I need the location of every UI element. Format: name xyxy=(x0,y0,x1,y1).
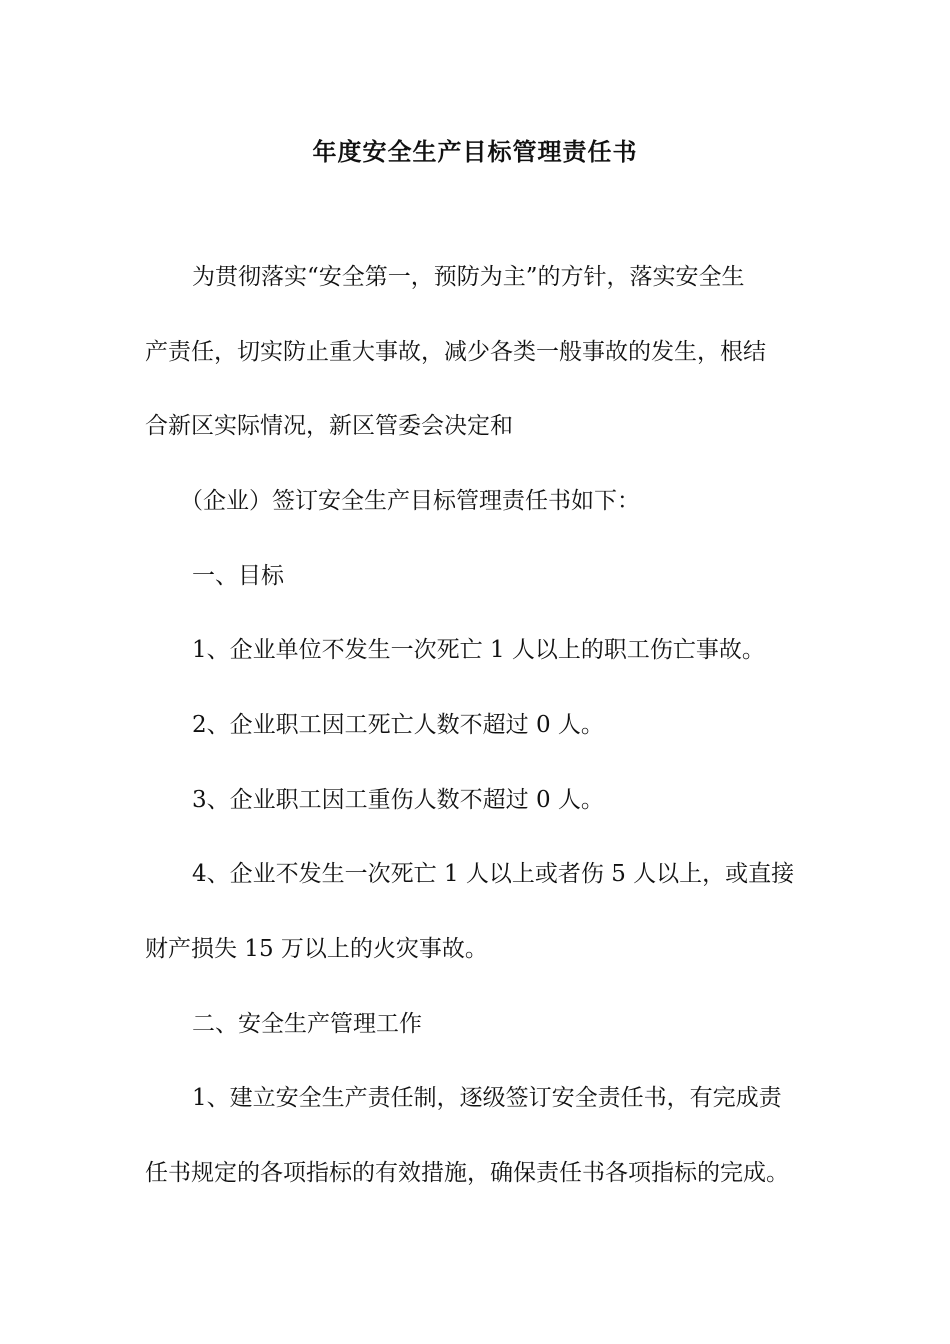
document-title: 年度安全生产目标管理责任书 xyxy=(312,137,638,166)
section-heading: 一、目标 xyxy=(192,563,284,589)
list-item: 1、建立安全生产责任制，逐级签订安全责任书，有完成责 xyxy=(192,1085,782,1111)
paragraph-line: 为贯彻落实“安全第一，预防为主”的方针，落实安全生 xyxy=(192,264,745,290)
list-item: 2、企业职工因工死亡人数不超过 0 人。 xyxy=(192,712,604,738)
list-item: 3、企业职工因工重伤人数不超过 0 人。 xyxy=(192,787,604,813)
list-item-continuation: 财产损失 15 万以上的火灾事故。 xyxy=(145,936,488,962)
paragraph-line: 合新区实际情况，新区管委会决定和 xyxy=(145,413,513,439)
list-item-continuation: 任书规定的各项指标的有效措施，确保责任书各项指标的完成。 xyxy=(145,1160,789,1186)
paragraph-line: （企业）签订安全生产目标管理责任书如下： xyxy=(180,488,640,514)
section-heading: 二、安全生产管理工作 xyxy=(192,1011,422,1037)
list-item: 4、企业不发生一次死亡 1 人以上或者伤 5 人以上，或直接 xyxy=(192,861,795,887)
list-item: 1、企业单位不发生一次死亡 1 人以上的职工伤亡事故。 xyxy=(192,637,765,663)
paragraph-line: 产责任，切实防止重大事故，减少各类一般事故的发生，根结 xyxy=(145,339,766,365)
